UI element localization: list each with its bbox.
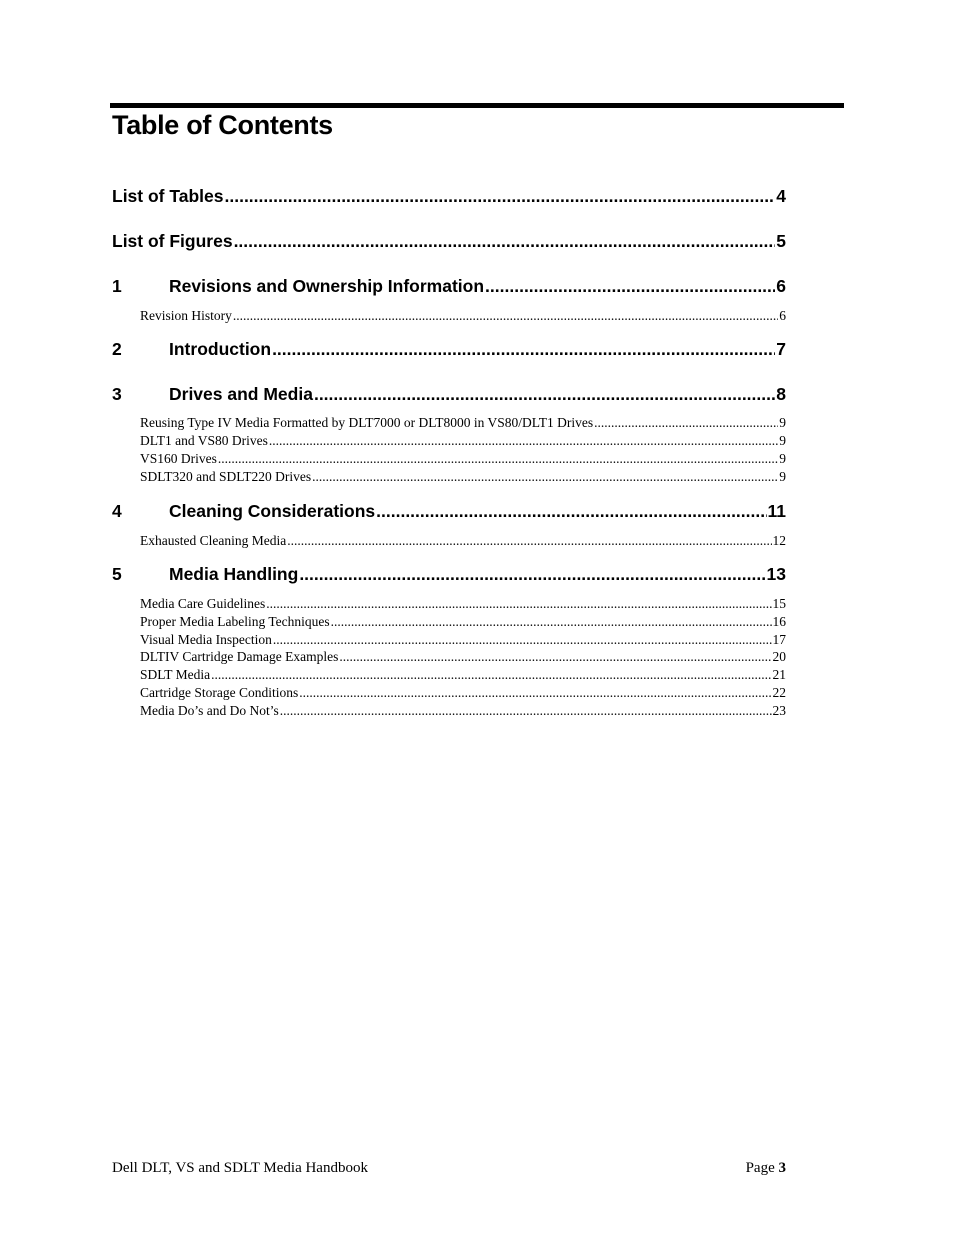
toc-entry-list-of-tables[interactable] [112,186,786,210]
section-number: 5 [112,564,122,584]
toc-entry-dltiv-cartridge-damage[interactable] [112,649,786,667]
toc-entry-exhausted-cleaning-media[interactable] [112,533,786,551]
toc-entry-text: Cartridge Storage Conditions [140,685,299,700]
toc-entry-text: VS160 Drives [140,451,217,466]
toc-entry-text: Proper Media Labeling Techniques [140,614,330,629]
dot-leader [273,632,772,648]
toc-entry-text: SDLT Media [140,667,211,682]
toc-entry-page: 11 [767,501,786,521]
toc-entry-revision-history[interactable] [112,308,786,326]
toc-entry-text: Revisions and Ownership Information [169,276,485,296]
toc-entry-page: 8 [776,384,786,404]
toc-entry-text: Media Do’s and Do Not’s [140,703,279,718]
toc-entry-page: 15 [772,596,786,611]
section-number: 4 [112,501,122,521]
toc-entry-page: 12 [772,533,786,548]
toc-entry-text: List of Tables [112,186,224,206]
header-rule [110,103,844,108]
toc-entry-sdlt-media[interactable] [112,667,786,685]
toc-entry-page: 21 [772,667,786,682]
dot-leader [269,433,778,449]
dot-leader [485,276,775,297]
toc-entry-text: DLT1 and VS80 Drives [140,433,268,448]
toc-entry-visual-media-inspection[interactable] [112,632,786,650]
toc-entry-page: 23 [772,703,786,718]
dot-leader [314,384,775,405]
toc-entry-media-care-guidelines[interactable] [112,596,786,614]
dot-leader [331,614,772,630]
toc-entry-page: 5 [776,231,786,251]
toc-entry-page: 9 [779,451,786,466]
toc-entry-sdlt320-sdlt220-drives[interactable] [112,469,786,487]
toc-entry-section-5[interactable] [112,564,786,588]
toc-entry-section-2[interactable] [112,339,786,363]
toc-entry-text: Cleaning Considerations [169,501,376,521]
section-number: 1 [112,276,122,296]
toc-entry-page: 9 [779,469,786,484]
dot-leader [299,685,771,701]
toc-entry-page: 17 [772,632,786,647]
dot-leader [312,469,778,485]
dot-leader [376,501,766,522]
dot-leader [225,186,776,207]
toc-entry-page: 6 [779,308,786,323]
dot-leader [339,649,771,665]
toc-entry-page: 6 [776,276,786,296]
dot-leader [266,596,771,612]
toc-entry-text: DLTIV Cartridge Damage Examples [140,649,339,664]
toc-entry-text: Introduction [169,339,272,359]
dot-leader [299,564,765,585]
footer-page-label: Page [745,1160,775,1176]
toc-entry-reusing-type-iv-media[interactable] [112,415,786,433]
toc-entry-text: Exhausted Cleaning Media [140,533,287,548]
toc-entry-text: SDLT320 and SDLT220 Drives [140,469,312,484]
toc-entry-page: 13 [766,564,786,584]
toc-entry-section-4[interactable] [112,501,786,525]
dot-leader [594,415,778,431]
dot-leader [218,451,778,467]
page-title: Table of Contents [112,110,333,140]
page-footer [112,1160,786,1177]
toc-entry-page: 9 [779,415,786,430]
dot-leader [287,533,771,549]
toc-entry-text: Media Handling [169,564,299,584]
footer-page-number: 3 [778,1160,786,1176]
toc-entry-list-of-figures[interactable] [112,231,786,255]
toc-entry-text: List of Figures [112,231,233,251]
toc-entry-page: 4 [776,186,786,206]
toc-entry-text: Media Care Guidelines [140,596,266,611]
toc-entry-text: Revision History [140,308,232,323]
toc-entry-page: 9 [779,433,786,448]
section-number: 3 [112,384,122,404]
toc-entry-proper-media-labeling[interactable] [112,614,786,632]
footer-document-title: Dell DLT, VS and SDLT Media Handbook [112,1160,368,1176]
toc-entry-dlt1-vs80-drives[interactable] [112,433,786,451]
dot-leader [272,339,775,360]
dot-leader [280,703,772,719]
toc-entry-vs160-drives[interactable] [112,451,786,469]
toc-entry-text: Drives and Media [169,384,313,404]
dot-leader [211,667,771,683]
dot-leader [234,231,776,252]
toc-entry-page: 22 [772,685,786,700]
dot-leader [233,308,778,324]
footer-page-indicator [746,1160,786,1177]
section-number: 2 [112,339,122,359]
toc-entry-page: 7 [776,339,786,359]
toc-entry-page: 16 [772,614,786,629]
toc-entry-page: 20 [772,649,786,664]
toc-entry-text: Reusing Type IV Media Formatted by DLT7000 or DLT8000 in VS80/DLT1 Drives [140,415,594,430]
toc-entry-section-3[interactable] [112,384,786,408]
toc-entry-cartridge-storage-conditions[interactable] [112,685,786,703]
toc-entry-text: Visual Media Inspection [140,632,272,647]
toc-entry-media-dos-and-donts[interactable] [112,703,786,721]
toc-entry-section-1[interactable] [112,276,786,300]
